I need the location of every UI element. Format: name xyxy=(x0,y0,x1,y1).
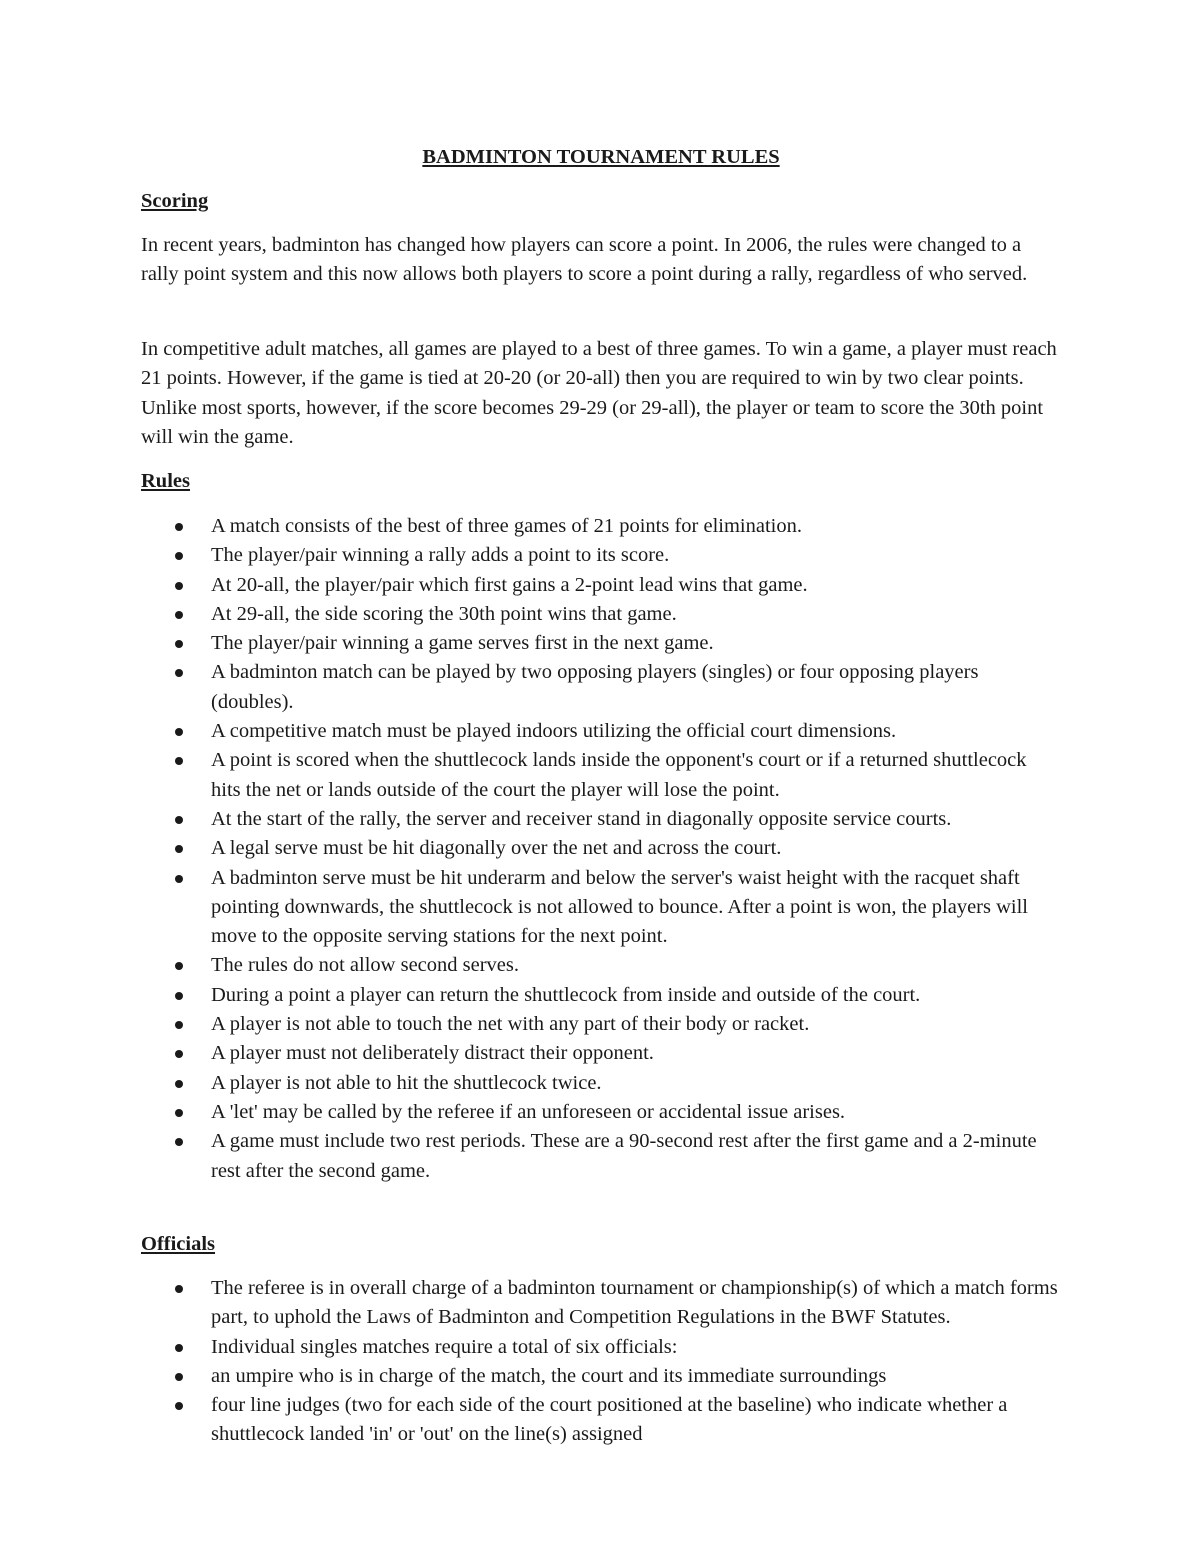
rule-item: A badminton match can be played by two opposing players (singles) or four opposing players (doubles). xyxy=(141,658,1061,717)
rule-item: A match consists of the best of three games of 21 points for elimination. xyxy=(141,512,1061,541)
scoring-paragraph: In competitive adult matches, all games are played to a best of three games. To win a game, a player must reach 21 points. However, if the game is tied at 20-20 (or 20-all) then you are required to win by two clear points. Unlike most sports, however, if the score becomes 29-29 (or 29-all), the player or team to score the 30th point will win the game. xyxy=(141,338,1057,448)
official-item: Individual singles matches require a total of six officials: xyxy=(141,1333,1061,1362)
rules-heading: Rules xyxy=(141,470,190,492)
rule-item: At the start of the rally, the server and receiver stand in diagonally opposite service courts. xyxy=(141,805,1061,834)
rule-item: At 29-all, the side scoring the 30th point wins that game. xyxy=(141,600,1061,629)
rule-item: A badminton serve must be hit underarm and below the server's waist height with the racquet shaft pointing downwards, the shuttlecock is not allowed to bounce. After a point is won, the players will move to the opposite serving stations for the next point. xyxy=(141,864,1061,952)
document-title: BADMINTON TOURNAMENT RULES xyxy=(422,146,780,168)
officials-list xyxy=(141,1274,1061,1450)
rule-item: The rules do not allow second serves. xyxy=(141,951,1061,980)
rule-item: The player/pair winning a game serves first in the next game. xyxy=(141,629,1061,658)
official-item: four line judges (two for each side of the court positioned at the baseline) who indicate whether a shuttlecock landed 'in' or 'out' on the line(s) assigned xyxy=(141,1391,1061,1450)
official-item: The referee is in overall charge of a badminton tournament or championship(s) of which a match forms part, to uphold the Laws of Badminton and Competition Regulations in the BWF Statutes. xyxy=(141,1274,1061,1333)
rule-item: A competitive match must be played indoors utilizing the official court dimensions. xyxy=(141,717,1061,746)
rule-item: A player must not deliberately distract their opponent. xyxy=(141,1039,1061,1068)
official-item: an umpire who is in charge of the match, the court and its immediate surroundings xyxy=(141,1362,1061,1391)
rule-item: During a point a player can return the shuttlecock from inside and outside of the court. xyxy=(141,981,1061,1010)
scoring-paragraph: In recent years, badminton has changed how players can score a point. In 2006, the rules were changed to a rally point system and this now allows both players to score a point during a rally, regardless of who served. xyxy=(141,234,1028,286)
rule-item: A game must include two rest periods. These are a 90-second rest after the first game and a 2-minute rest after the second game. xyxy=(141,1127,1061,1186)
officials-heading: Officials xyxy=(141,1233,216,1255)
rule-item: A player is not able to hit the shuttlecock twice. xyxy=(141,1069,1061,1098)
rule-item: A player is not able to touch the net with any part of their body or racket. xyxy=(141,1010,1061,1039)
rule-item: At 20-all, the player/pair which first gains a 2-point lead wins that game. xyxy=(141,571,1061,600)
scoring-heading: Scoring xyxy=(141,190,209,212)
rule-item: The player/pair winning a rally adds a point to its score. xyxy=(141,541,1061,570)
rule-item: A 'let' may be called by the referee if an unforeseen or accidental issue arises. xyxy=(141,1098,1061,1127)
rule-item: A point is scored when the shuttlecock lands inside the opponent's court or if a returned shuttlecock hits the net or lands outside of the court the player will lose the point. xyxy=(141,746,1061,805)
rule-item: A legal serve must be hit diagonally over the net and across the court. xyxy=(141,834,1061,863)
rules-list xyxy=(141,512,1061,1186)
